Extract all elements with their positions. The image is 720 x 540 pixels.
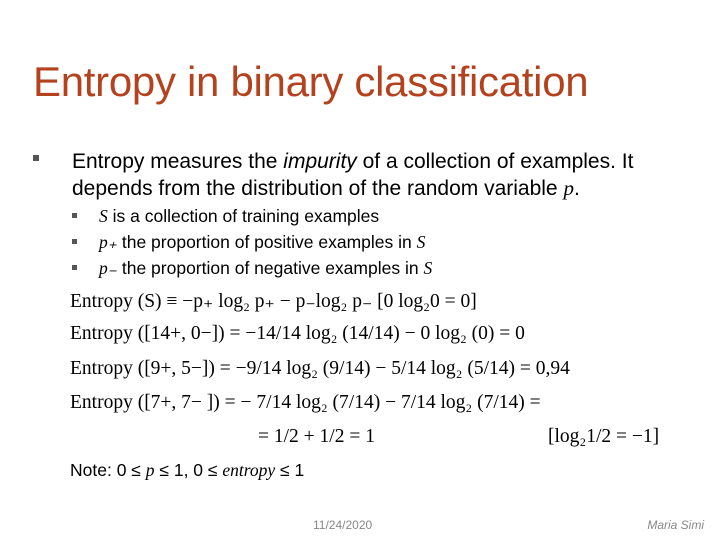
equation-log-half: [log₂1/2 = −1]: [548, 426, 660, 447]
note-text: Note: 0 ≤ p ≤ 1, 0 ≤ entropy ≤ 1: [70, 460, 305, 480]
main-bullet-text: Entropy measures the impurity of a collection of examples. It depends from the distribution of the random variable p.: [72, 150, 634, 200]
slide-title: Entropy in binary classification: [33, 58, 589, 105]
equation-9-5: Entropy ([9+, 5−]) = −9/14 log₂ (9/14) − 5/14 log₂ (5/14) = 0,94: [70, 358, 570, 379]
footer-date: 11/24/2020: [313, 518, 373, 532]
square-bullet-icon: [72, 213, 77, 218]
sub-bullet-p-minus: p₋ the proportion of negative examples in S: [72, 258, 432, 279]
square-bullet-icon: [72, 265, 77, 270]
footer-author: Maria Simi: [647, 518, 704, 532]
equation-pure: Entropy ([14+, 0−]) = −14/14 log₂ (14/14) − 0 log₂ (0) = 0: [70, 323, 525, 344]
equation-7-7: Entropy ([7+, 7− ]) = − 7/14 log₂ (7/14) − 7/14 log₂ (7/14) =: [70, 392, 541, 413]
square-bullet-icon: [72, 239, 77, 244]
sub-bullet-s: S is a collection of training examples: [72, 206, 379, 227]
square-bullet-icon: [33, 155, 39, 161]
sub-bullet-p-plus: p₊ the proportion of positive examples in S: [72, 232, 425, 253]
equation-definition: Entropy (S) ≡ −p₊ log₂ p₊ − p₋log₂ p₋ [0 log₂0 = 0]: [70, 291, 477, 312]
equation-7-7-result: = 1/2 + 1/2 = 1: [258, 426, 375, 447]
main-bullet: [33, 148, 703, 202]
